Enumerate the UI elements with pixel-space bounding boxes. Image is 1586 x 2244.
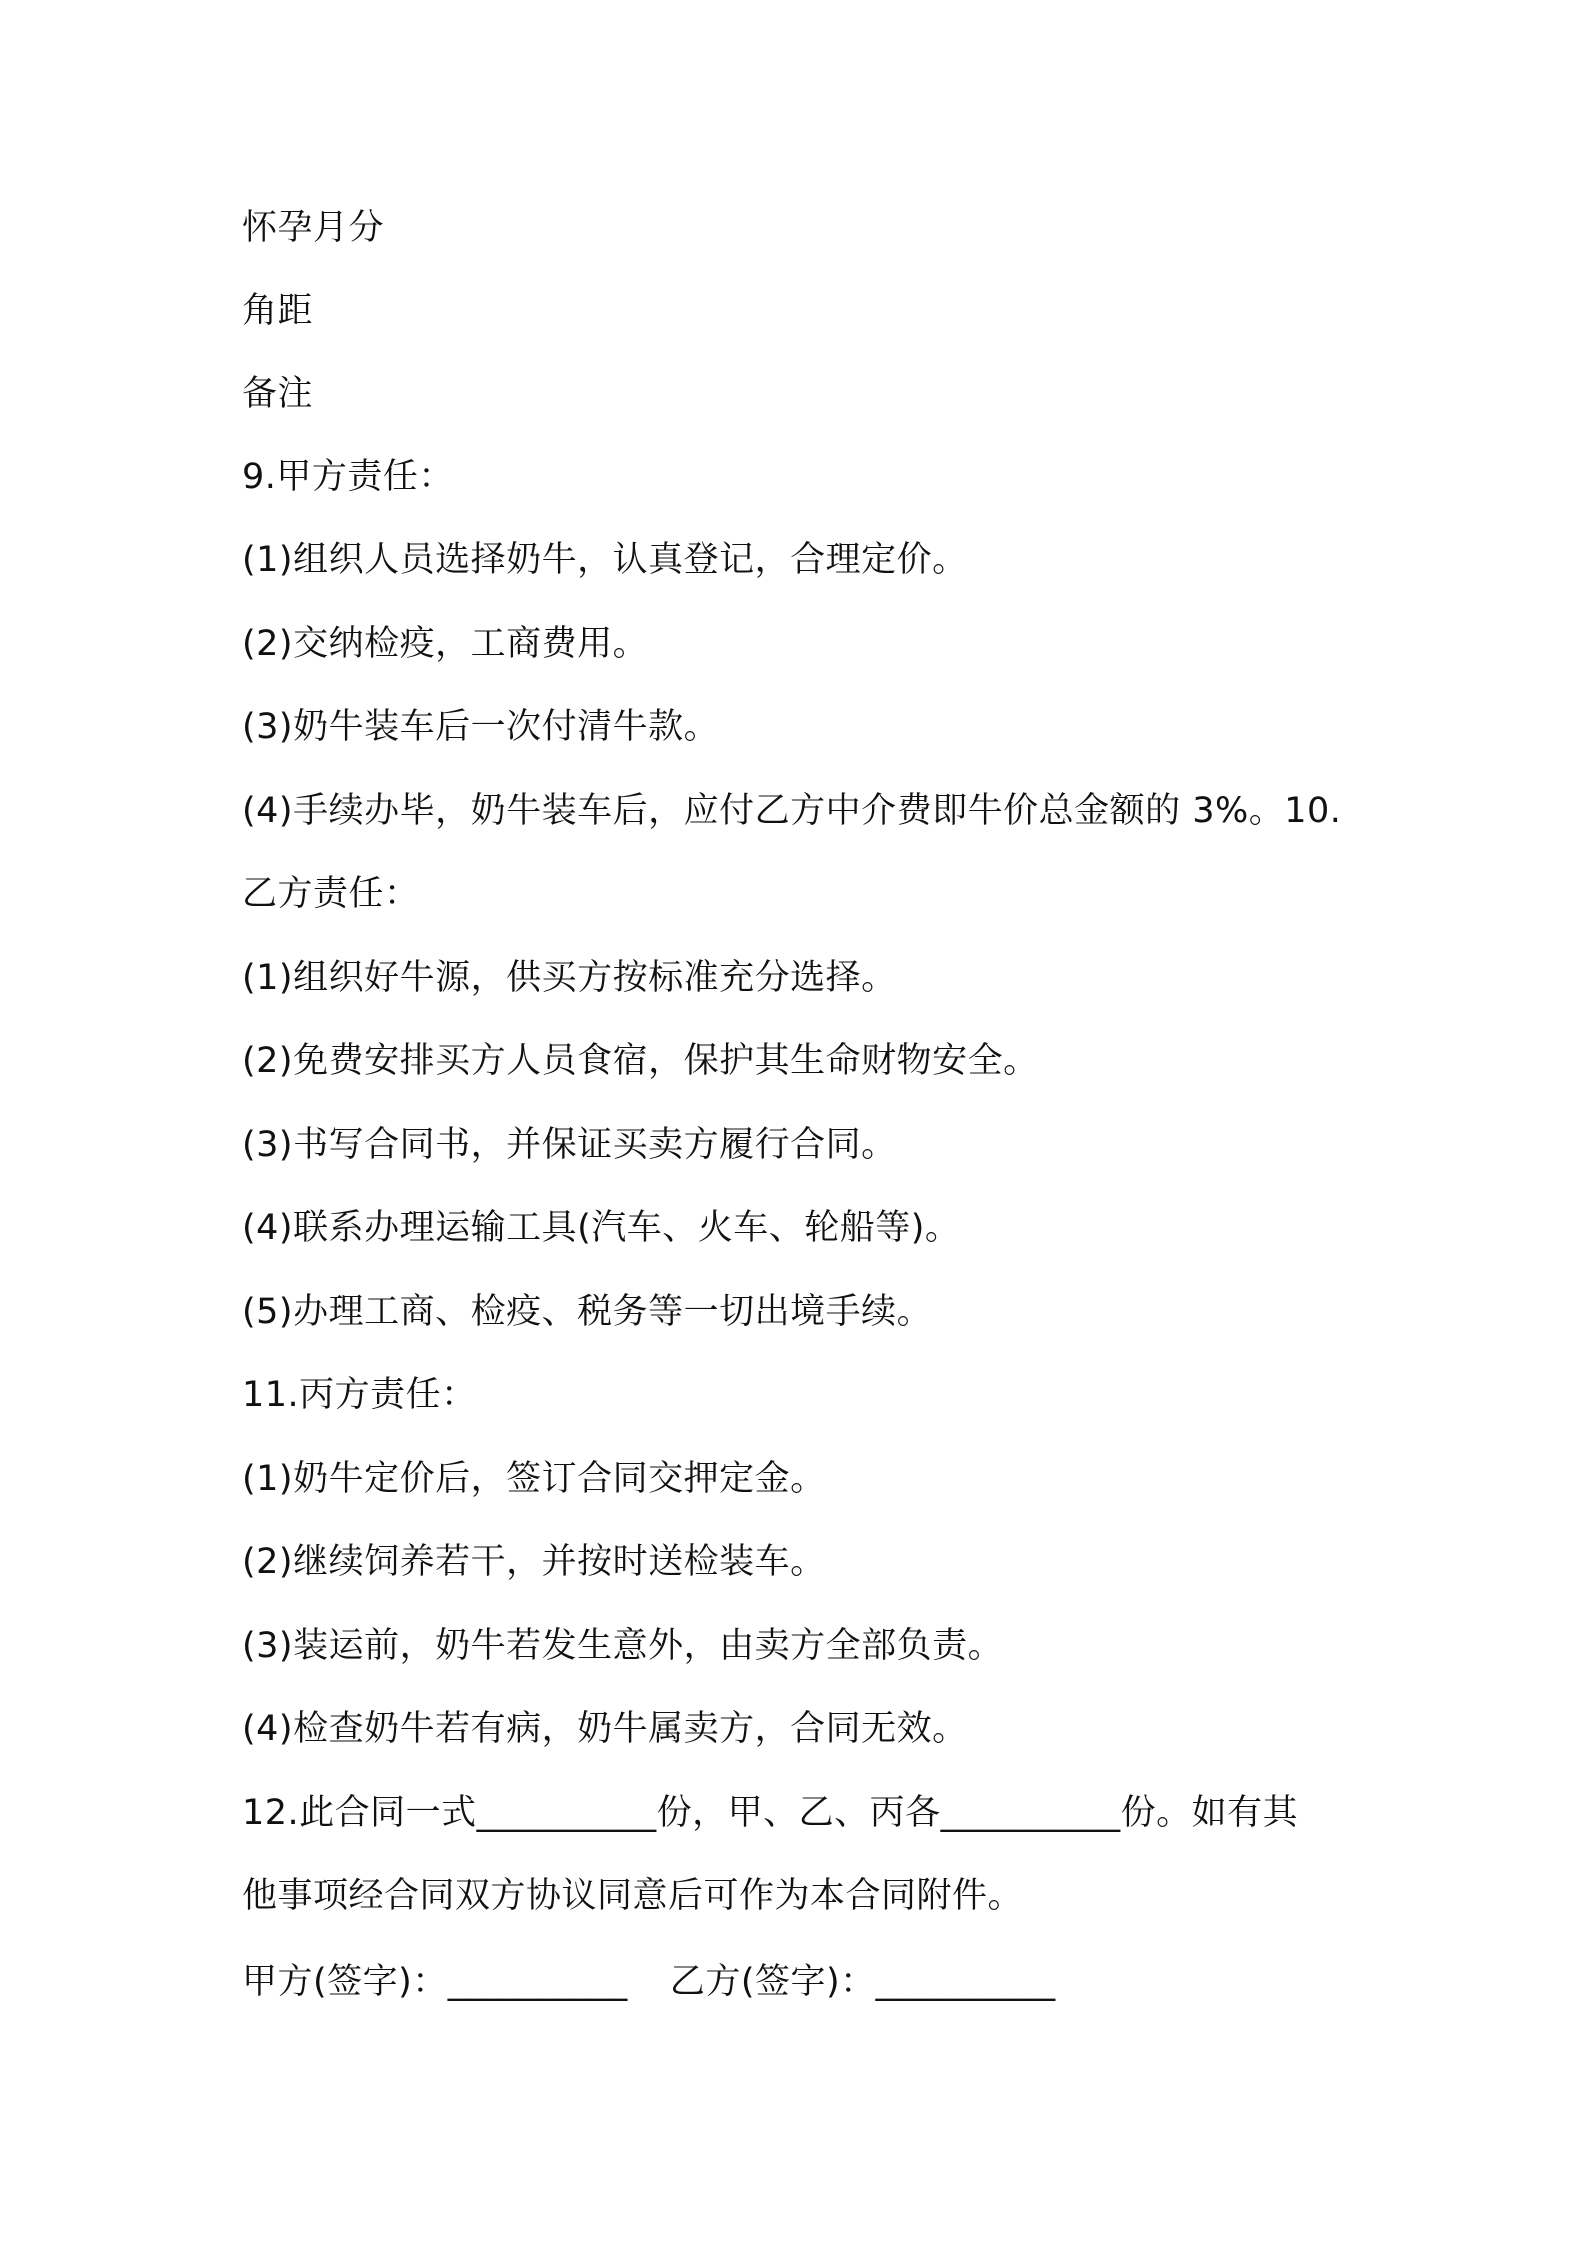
party-a-signature: 甲方(签字)：__________	[242, 1962, 628, 2002]
clause-12-line-1: 12.此合同一式__________份，甲、乙、丙各__________份。如有其	[242, 1793, 1299, 1833]
text-line-pregnancy-month: 怀孕月分	[242, 208, 385, 248]
party-b-item-1: (1)组织好牛源，供买方按标准充分选择。	[242, 958, 897, 998]
section-heading-party-b: 乙方责任：	[242, 874, 420, 914]
party-c-item-4: (4)检查奶牛若有病，奶牛属卖方，合同无效。	[242, 1709, 968, 1749]
party-b-item-4: (4)联系办理运输工具(汽车、火车、轮船等)。	[242, 1208, 961, 1248]
clause-12-line-2: 他事项经合同双方协议同意后可作为本合同附件。	[242, 1876, 1024, 1916]
signature-row	[242, 1961, 1362, 2003]
party-b-item-3: (3)书写合同书，并保证买卖方履行合同。	[242, 1125, 897, 1165]
section-heading-party-c: 11.丙方责任：	[242, 1375, 477, 1415]
party-c-item-3: (3)装运前，奶牛若发生意外，由卖方全部负责。	[242, 1626, 1004, 1666]
party-b-signature: 乙方(签字)：__________	[669, 1962, 1056, 2002]
party-c-item-1: (1)奶牛定价后，签订合同交押定金。	[242, 1459, 826, 1499]
party-a-item-1: (1)组织人员选择奶牛，认真登记，合理定价。	[242, 540, 968, 580]
party-b-item-5: (5)办理工商、检疫、税务等一切出境手续。	[242, 1292, 933, 1332]
party-b-item-2: (2)免费安排买方人员食宿，保护其生命财物安全。	[242, 1041, 1039, 1081]
party-a-item-2: (2)交纳检疫，工商费用。	[242, 624, 649, 664]
party-a-item-3: (3)奶牛装车后一次付清牛款。	[242, 707, 720, 747]
section-heading-party-a: 9.甲方责任：	[242, 457, 454, 497]
text-line-remarks: 备注	[242, 374, 314, 414]
text-line-horn-distance: 角距	[242, 291, 314, 331]
party-a-item-4: (4)手续办毕，奶牛装车后，应付乙方中介费即牛价总金额的 3%。10.	[242, 791, 1342, 831]
party-c-item-2: (2)继续饲养若干，并按时送检装车。	[242, 1542, 826, 1582]
